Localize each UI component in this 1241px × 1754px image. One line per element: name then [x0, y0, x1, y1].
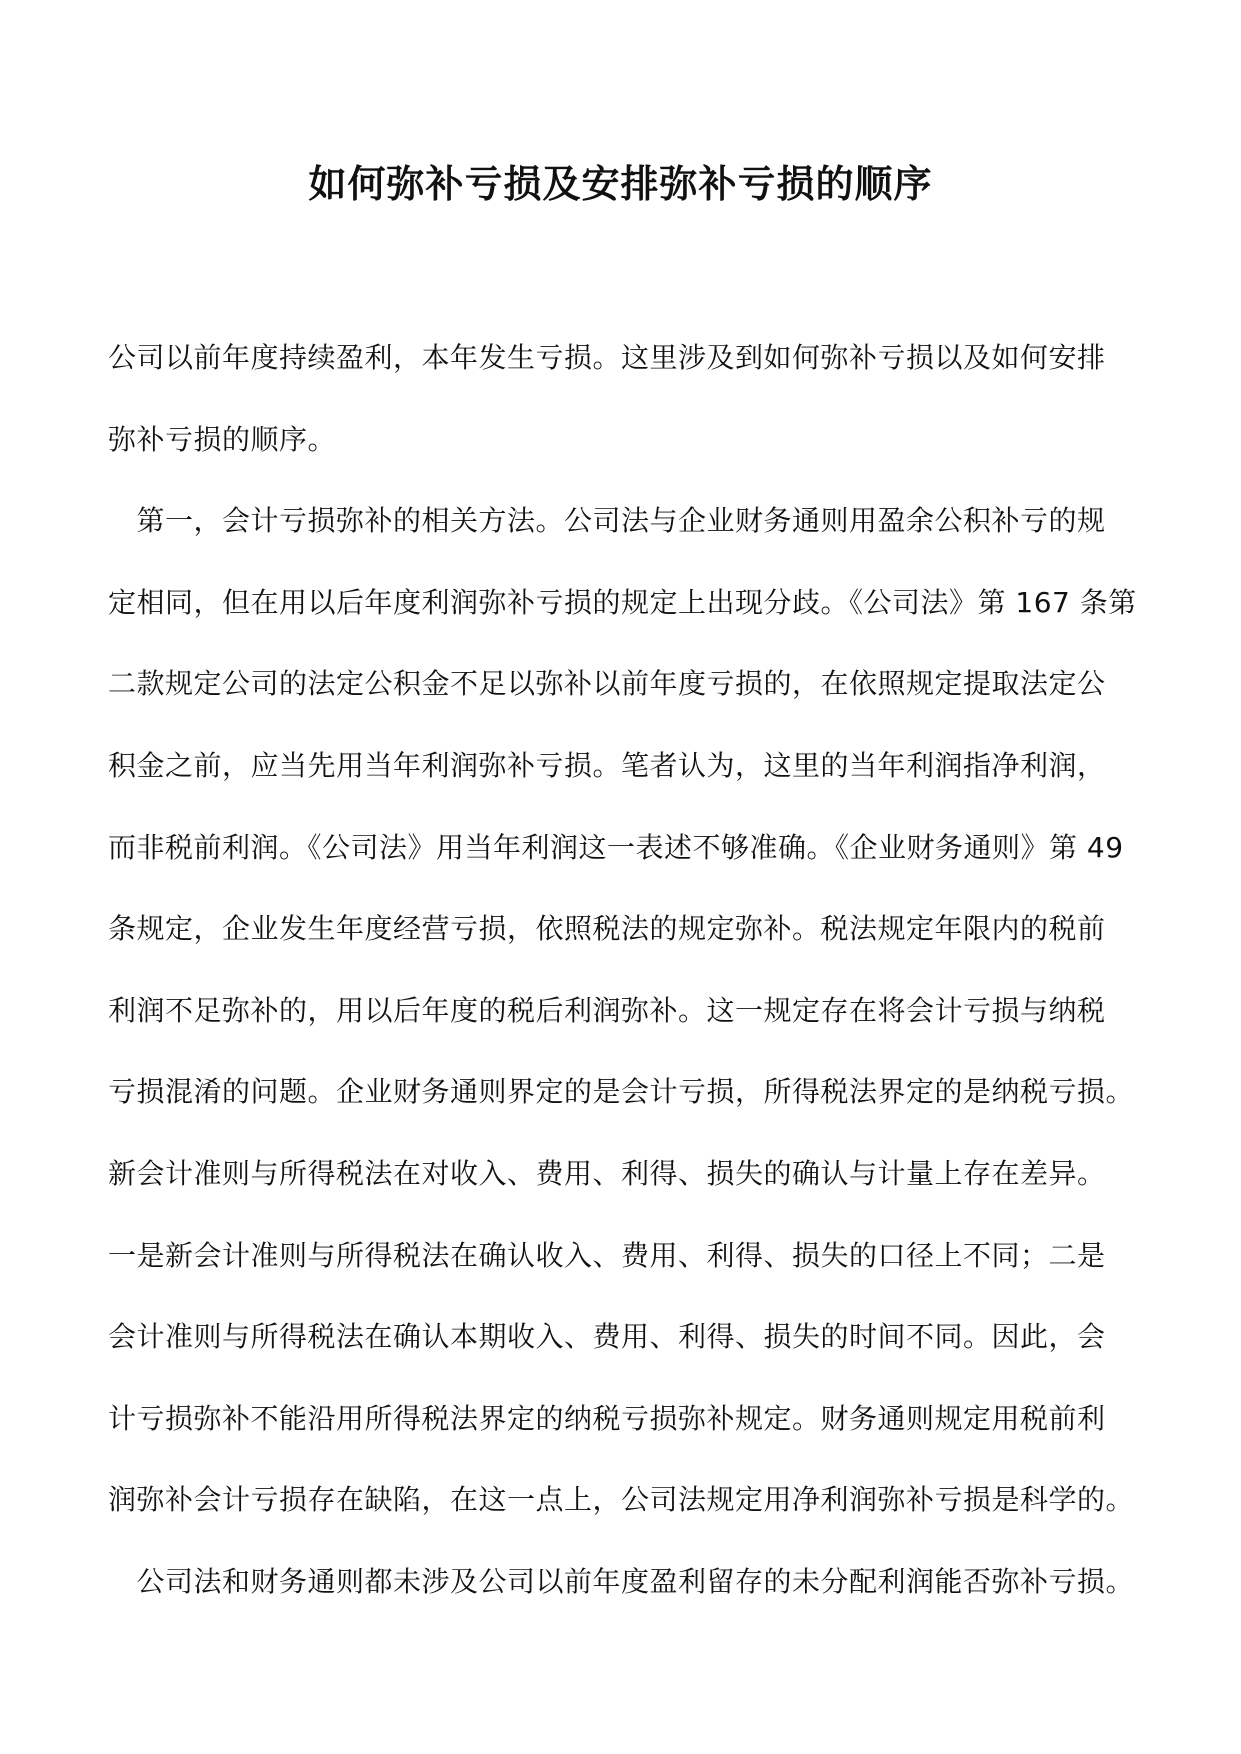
body-line: 定相同，但在用以后年度利润弥补亏损的规定上出现分歧。《公司法》第 167 条第	[108, 585, 1137, 619]
body-line: 一是新会计准则与所得税法在确认收入、费用、利得、损失的口径上不同；二是	[108, 1238, 1106, 1272]
document-body	[108, 335, 1136, 1641]
body-line: 第一，会计亏损弥补的相关方法。公司法与企业财务通则用盈余公积补亏的规	[108, 504, 1106, 538]
body-line: 弥补亏损的顺序。	[108, 422, 337, 456]
body-line: 积金之前，应当先用当年利润弥补亏损。笔者认为，这里的当年利润指净利润，	[108, 748, 1106, 782]
body-line: 润弥补会计亏损存在缺陷，在这一点上，公司法规定用净利润弥补亏损是科学的。	[108, 1483, 1135, 1517]
body-line: 会计准则与所得税法在确认本期收入、费用、利得、损失的时间不同。因此，会	[108, 1320, 1106, 1354]
body-line: 计亏损弥补不能沿用所得税法界定的纳税亏损弥补规定。财务通则规定用税前利	[108, 1401, 1106, 1435]
body-line: 亏损混淆的问题。企业财务通则界定的是会计亏损，所得税法界定的是纳税亏损。	[108, 1075, 1135, 1109]
body-line: 新会计准则与所得税法在对收入、费用、利得、损失的确认与计量上存在差异。	[108, 1156, 1106, 1190]
body-line: 公司法和财务通则都未涉及公司以前年度盈利留存的未分配利润能否弥补亏损。	[108, 1564, 1135, 1598]
body-line: 利润不足弥补的，用以后年度的税后利润弥补。这一规定存在将会计亏损与纳税	[108, 993, 1106, 1027]
body-line: 二款规定公司的法定公积金不足以弥补以前年度亏损的，在依照规定提取法定公	[108, 667, 1106, 701]
body-line: 条规定，企业发生年度经营亏损，依照税法的规定弥补。税法规定年限内的税前	[108, 912, 1106, 946]
body-line: 公司以前年度持续盈利，本年发生亏损。这里涉及到如何弥补亏损以及如何安排	[108, 341, 1106, 374]
document-title: 如何弥补亏损及安排弥补亏损的顺序	[308, 161, 933, 206]
body-line: 而非税前利润。《公司法》用当年利润这一表述不够准确。《企业财务通则》第 49	[108, 830, 1124, 864]
